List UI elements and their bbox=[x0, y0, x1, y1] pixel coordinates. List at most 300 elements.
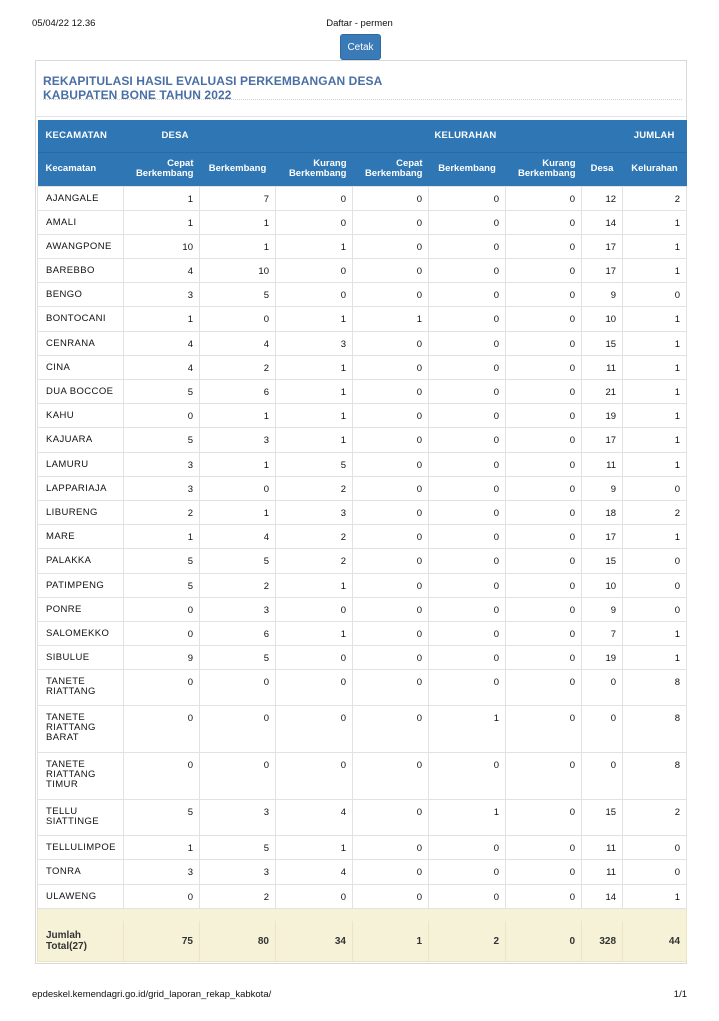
kel-kurang-cell: 0 bbox=[506, 500, 582, 524]
jumlah-desa-cell: 19 bbox=[582, 404, 623, 428]
total-value: 1 bbox=[353, 921, 429, 961]
kel-kurang-cell: 0 bbox=[506, 549, 582, 573]
desa-berkembang-cell: 5 bbox=[200, 549, 276, 573]
jumlah-desa-cell: 18 bbox=[582, 500, 623, 524]
desa-cepat-cell: 0 bbox=[124, 404, 200, 428]
kel-cepat-cell: 0 bbox=[353, 753, 429, 800]
jumlah-desa-cell: 0 bbox=[582, 706, 623, 753]
group-kelurahan: KELURAHAN bbox=[353, 120, 582, 152]
desa-kurang-cell: 2 bbox=[276, 476, 353, 500]
total-value: 2 bbox=[429, 921, 506, 961]
jumlah-kelurahan-cell: 1 bbox=[623, 404, 687, 428]
kecamatan-name-cell: LIBURENG bbox=[38, 500, 124, 524]
table-row bbox=[38, 380, 687, 404]
kel-kurang-cell: 0 bbox=[506, 380, 582, 404]
table-row bbox=[38, 234, 687, 258]
kecamatan-name-cell: AWANGPONE bbox=[38, 234, 124, 258]
desa-cepat-cell: 0 bbox=[124, 753, 200, 800]
desa-kurang-cell: 3 bbox=[276, 331, 353, 355]
kecamatan-name-cell: BONTOCANI bbox=[38, 307, 124, 331]
desa-berkembang-cell: 0 bbox=[200, 670, 276, 706]
desa-berkembang-cell: 5 bbox=[200, 646, 276, 670]
total-spacer-row bbox=[38, 908, 687, 921]
desa-cepat-cell: 10 bbox=[124, 234, 200, 258]
kel-kurang-cell: 0 bbox=[506, 234, 582, 258]
jumlah-desa-cell: 17 bbox=[582, 234, 623, 258]
print-title: Daftar - permen bbox=[326, 18, 393, 29]
jumlah-kelurahan-cell: 0 bbox=[623, 283, 687, 307]
kel-berkembang-cell: 0 bbox=[429, 452, 506, 476]
desa-kurang-cell: 0 bbox=[276, 186, 353, 210]
jumlah-kelurahan-cell: 2 bbox=[623, 800, 687, 836]
jumlah-kelurahan-cell: 1 bbox=[623, 355, 687, 379]
desa-kurang-cell: 1 bbox=[276, 428, 353, 452]
kel-cepat-cell: 0 bbox=[353, 860, 429, 884]
jumlah-kelurahan-cell: 1 bbox=[623, 259, 687, 283]
col-desa-kurang-berkembang[interactable]: Kurang Berkembang bbox=[276, 152, 353, 186]
desa-kurang-cell: 1 bbox=[276, 307, 353, 331]
desa-kurang-cell: 1 bbox=[276, 836, 353, 860]
table-row bbox=[38, 597, 687, 621]
col-desa-cepat-berkembang[interactable]: Cepat Berkembang bbox=[124, 152, 200, 186]
jumlah-kelurahan-cell: 1 bbox=[623, 380, 687, 404]
desa-cepat-cell: 9 bbox=[124, 646, 200, 670]
kel-berkembang-cell: 0 bbox=[429, 259, 506, 283]
total-value: 34 bbox=[276, 921, 353, 961]
kel-berkembang-cell: 0 bbox=[429, 884, 506, 908]
desa-berkembang-cell: 2 bbox=[200, 355, 276, 379]
desa-kurang-cell: 0 bbox=[276, 706, 353, 753]
table-row bbox=[38, 525, 687, 549]
table-row bbox=[38, 283, 687, 307]
desa-berkembang-cell: 5 bbox=[200, 836, 276, 860]
desa-kurang-cell: 1 bbox=[276, 380, 353, 404]
table-row bbox=[38, 753, 687, 800]
desa-berkembang-cell: 4 bbox=[200, 525, 276, 549]
desa-berkembang-cell: 1 bbox=[200, 500, 276, 524]
kel-berkembang-cell: 0 bbox=[429, 753, 506, 800]
desa-cepat-cell: 0 bbox=[124, 670, 200, 706]
jumlah-desa-cell: 17 bbox=[582, 259, 623, 283]
col-kel-cepat-berkembang[interactable]: Cepat Berkembang bbox=[353, 152, 429, 186]
desa-berkembang-cell: 6 bbox=[200, 621, 276, 645]
kel-kurang-cell: 0 bbox=[506, 452, 582, 476]
kel-cepat-cell: 0 bbox=[353, 380, 429, 404]
table-body bbox=[38, 186, 687, 908]
desa-kurang-cell: 0 bbox=[276, 753, 353, 800]
jumlah-kelurahan-cell: 1 bbox=[623, 884, 687, 908]
jumlah-desa-cell: 15 bbox=[582, 549, 623, 573]
desa-cepat-cell: 3 bbox=[124, 452, 200, 476]
jumlah-desa-cell: 10 bbox=[582, 307, 623, 331]
kel-berkembang-cell: 0 bbox=[429, 476, 506, 500]
desa-berkembang-cell: 1 bbox=[200, 452, 276, 476]
kel-cepat-cell: 0 bbox=[353, 706, 429, 753]
table-row bbox=[38, 884, 687, 908]
kel-berkembang-cell: 0 bbox=[429, 597, 506, 621]
total-label: Jumlah Total(27) bbox=[38, 921, 124, 961]
kel-berkembang-cell: 0 bbox=[429, 428, 506, 452]
kel-cepat-cell: 1 bbox=[353, 307, 429, 331]
table-row bbox=[38, 355, 687, 379]
kel-cepat-cell: 0 bbox=[353, 404, 429, 428]
desa-berkembang-cell: 5 bbox=[200, 283, 276, 307]
report-title-line2: KABUPATEN BONE TAHUN 2022 bbox=[43, 88, 232, 102]
jumlah-kelurahan-cell: 0 bbox=[623, 573, 687, 597]
jumlah-kelurahan-cell: 8 bbox=[623, 706, 687, 753]
desa-berkembang-cell: 3 bbox=[200, 800, 276, 836]
jumlah-kelurahan-cell: 1 bbox=[623, 331, 687, 355]
jumlah-desa-cell: 0 bbox=[582, 753, 623, 800]
desa-kurang-cell: 3 bbox=[276, 500, 353, 524]
kel-berkembang-cell: 0 bbox=[429, 331, 506, 355]
desa-berkembang-cell: 2 bbox=[200, 884, 276, 908]
desa-kurang-cell: 2 bbox=[276, 525, 353, 549]
jumlah-kelurahan-cell: 2 bbox=[623, 186, 687, 210]
table-row bbox=[38, 646, 687, 670]
desa-kurang-cell: 1 bbox=[276, 404, 353, 428]
kel-berkembang-cell: 0 bbox=[429, 549, 506, 573]
kecamatan-name-cell: AJANGALE bbox=[38, 186, 124, 210]
jumlah-kelurahan-cell: 2 bbox=[623, 500, 687, 524]
desa-cepat-cell: 1 bbox=[124, 210, 200, 234]
table-row bbox=[38, 307, 687, 331]
jumlah-kelurahan-cell: 8 bbox=[623, 670, 687, 706]
desa-cepat-cell: 0 bbox=[124, 884, 200, 908]
jumlah-kelurahan-cell: 0 bbox=[623, 476, 687, 500]
kecamatan-name-cell: ULAWENG bbox=[38, 884, 124, 908]
kecamatan-name-cell: CENRANA bbox=[38, 331, 124, 355]
table-row bbox=[38, 186, 687, 210]
jumlah-desa-cell: 11 bbox=[582, 452, 623, 476]
kecamatan-name-cell: KAHU bbox=[38, 404, 124, 428]
kecamatan-name-cell: TANETE RIATTANG TIMUR bbox=[38, 753, 124, 800]
total-value: 80 bbox=[200, 921, 276, 961]
total-value: 75 bbox=[124, 921, 200, 961]
kel-kurang-cell: 0 bbox=[506, 646, 582, 670]
desa-kurang-cell: 0 bbox=[276, 283, 353, 307]
group-jumlah: JUMLAH bbox=[582, 120, 687, 152]
kecamatan-name-cell: DUA BOCCOE bbox=[38, 380, 124, 404]
desa-berkembang-cell: 4 bbox=[200, 331, 276, 355]
kecamatan-name-cell: TELLULIMPOE bbox=[38, 836, 124, 860]
kel-cepat-cell: 0 bbox=[353, 573, 429, 597]
desa-cepat-cell: 5 bbox=[124, 800, 200, 836]
jumlah-desa-cell: 21 bbox=[582, 380, 623, 404]
kel-kurang-cell: 0 bbox=[506, 307, 582, 331]
jumlah-kelurahan-cell: 0 bbox=[623, 860, 687, 884]
jumlah-kelurahan-cell: 0 bbox=[623, 549, 687, 573]
jumlah-desa-cell: 17 bbox=[582, 525, 623, 549]
desa-berkembang-cell: 3 bbox=[200, 428, 276, 452]
desa-berkembang-cell: 6 bbox=[200, 380, 276, 404]
desa-kurang-cell: 4 bbox=[276, 800, 353, 836]
print-url: epdeskel.kemendagri.go.id/grid_laporan_rekap_kabkota/ bbox=[32, 989, 272, 1000]
kel-berkembang-cell: 0 bbox=[429, 670, 506, 706]
kel-cepat-cell: 0 bbox=[353, 452, 429, 476]
kecamatan-name-cell: TANETE RIATTANG BARAT bbox=[38, 706, 124, 753]
kecamatan-name-cell: AMALI bbox=[38, 210, 124, 234]
jumlah-desa-cell: 14 bbox=[582, 210, 623, 234]
desa-berkembang-cell: 3 bbox=[200, 860, 276, 884]
desa-cepat-cell: 2 bbox=[124, 500, 200, 524]
kecamatan-name-cell: SALOMEKKO bbox=[38, 621, 124, 645]
desa-berkembang-cell: 0 bbox=[200, 307, 276, 331]
print-date: 05/04/22 12.36 bbox=[32, 18, 96, 29]
jumlah-desa-cell: 12 bbox=[582, 186, 623, 210]
desa-cepat-cell: 1 bbox=[124, 186, 200, 210]
kel-cepat-cell: 0 bbox=[353, 836, 429, 860]
desa-cepat-cell: 4 bbox=[124, 259, 200, 283]
desa-berkembang-cell: 1 bbox=[200, 234, 276, 258]
kel-kurang-cell: 0 bbox=[506, 259, 582, 283]
group-header-row bbox=[38, 120, 687, 152]
kel-cepat-cell: 0 bbox=[353, 259, 429, 283]
kel-berkembang-cell: 0 bbox=[429, 525, 506, 549]
total-value: 0 bbox=[506, 921, 582, 961]
kel-kurang-cell: 0 bbox=[506, 525, 582, 549]
kel-cepat-cell: 0 bbox=[353, 355, 429, 379]
kecamatan-name-cell: LAMURU bbox=[38, 452, 124, 476]
jumlah-desa-cell: 11 bbox=[582, 836, 623, 860]
panel-header bbox=[36, 61, 686, 117]
desa-cepat-cell: 0 bbox=[124, 597, 200, 621]
desa-kurang-cell: 0 bbox=[276, 884, 353, 908]
kel-berkembang-cell: 0 bbox=[429, 186, 506, 210]
kecamatan-name-cell: KAJUARA bbox=[38, 428, 124, 452]
kel-kurang-cell: 0 bbox=[506, 355, 582, 379]
kel-berkembang-cell: 0 bbox=[429, 283, 506, 307]
table-row bbox=[38, 836, 687, 860]
jumlah-desa-cell: 9 bbox=[582, 476, 623, 500]
kecamatan-name-cell: TONRA bbox=[38, 860, 124, 884]
jumlah-desa-cell: 15 bbox=[582, 800, 623, 836]
kel-cepat-cell: 0 bbox=[353, 500, 429, 524]
kel-berkembang-cell: 0 bbox=[429, 355, 506, 379]
jumlah-desa-cell: 0 bbox=[582, 670, 623, 706]
jumlah-kelurahan-cell: 1 bbox=[623, 525, 687, 549]
desa-berkembang-cell: 2 bbox=[200, 573, 276, 597]
desa-cepat-cell: 3 bbox=[124, 860, 200, 884]
jumlah-desa-cell: 11 bbox=[582, 355, 623, 379]
kecamatan-name-cell: BAREBBO bbox=[38, 259, 124, 283]
desa-cepat-cell: 3 bbox=[124, 476, 200, 500]
kel-cepat-cell: 0 bbox=[353, 210, 429, 234]
kel-kurang-cell: 0 bbox=[506, 800, 582, 836]
group-desa: DESA bbox=[124, 120, 353, 152]
jumlah-kelurahan-cell: 1 bbox=[623, 621, 687, 645]
kel-kurang-cell: 0 bbox=[506, 884, 582, 908]
col-desa-berkembang[interactable]: Berkembang bbox=[200, 152, 276, 186]
kel-kurang-cell: 0 bbox=[506, 476, 582, 500]
kecamatan-name-cell: LAPPARIAJA bbox=[38, 476, 124, 500]
table-row bbox=[38, 476, 687, 500]
desa-cepat-cell: 0 bbox=[124, 706, 200, 753]
total-value: 328 bbox=[582, 921, 623, 961]
kel-kurang-cell: 0 bbox=[506, 404, 582, 428]
kel-cepat-cell: 0 bbox=[353, 621, 429, 645]
jumlah-kelurahan-cell: 1 bbox=[623, 428, 687, 452]
desa-kurang-cell: 4 bbox=[276, 860, 353, 884]
kel-kurang-cell: 0 bbox=[506, 621, 582, 645]
desa-cepat-cell: 4 bbox=[124, 355, 200, 379]
table-row bbox=[38, 259, 687, 283]
jumlah-desa-cell: 9 bbox=[582, 597, 623, 621]
table-row bbox=[38, 428, 687, 452]
col-kel-kurang-berkembang[interactable]: Kurang Berkembang bbox=[506, 152, 582, 186]
desa-berkembang-cell: 10 bbox=[200, 259, 276, 283]
jumlah-kelurahan-cell: 1 bbox=[623, 307, 687, 331]
kel-kurang-cell: 0 bbox=[506, 283, 582, 307]
kel-berkembang-cell: 0 bbox=[429, 404, 506, 428]
desa-cepat-cell: 1 bbox=[124, 307, 200, 331]
desa-kurang-cell: 1 bbox=[276, 234, 353, 258]
kel-kurang-cell: 0 bbox=[506, 428, 582, 452]
kel-berkembang-cell: 0 bbox=[429, 307, 506, 331]
cetak-button[interactable]: Cetak bbox=[340, 34, 381, 60]
col-jumlah-kelurahan[interactable]: Kelurahan bbox=[623, 152, 687, 186]
kel-kurang-cell: 0 bbox=[506, 573, 582, 597]
kel-cepat-cell: 0 bbox=[353, 476, 429, 500]
col-jumlah-desa[interactable]: Desa bbox=[582, 152, 623, 186]
desa-cepat-cell: 5 bbox=[124, 428, 200, 452]
desa-berkembang-cell: 0 bbox=[200, 753, 276, 800]
kel-kurang-cell: 0 bbox=[506, 670, 582, 706]
jumlah-desa-cell: 11 bbox=[582, 860, 623, 884]
kecamatan-name-cell: MARE bbox=[38, 525, 124, 549]
kel-kurang-cell: 0 bbox=[506, 706, 582, 753]
kel-cepat-cell: 0 bbox=[353, 331, 429, 355]
kel-cepat-cell: 0 bbox=[353, 800, 429, 836]
kel-kurang-cell: 0 bbox=[506, 597, 582, 621]
desa-kurang-cell: 5 bbox=[276, 452, 353, 476]
desa-berkembang-cell: 7 bbox=[200, 186, 276, 210]
table-row bbox=[38, 800, 687, 836]
print-header bbox=[32, 18, 687, 30]
desa-berkembang-cell: 3 bbox=[200, 597, 276, 621]
kecamatan-name-cell: PATIMPENG bbox=[38, 573, 124, 597]
kel-berkembang-cell: 0 bbox=[429, 860, 506, 884]
kecamatan-name-cell: SIBULUE bbox=[38, 646, 124, 670]
kel-berkembang-cell: 0 bbox=[429, 646, 506, 670]
page-number: 1/1 bbox=[673, 989, 687, 1000]
column-header-row bbox=[38, 152, 687, 186]
kecamatan-name-cell: TELLU SIATTINGE bbox=[38, 800, 124, 836]
col-kel-berkembang[interactable]: Berkembang bbox=[429, 152, 506, 186]
kel-berkembang-cell: 0 bbox=[429, 210, 506, 234]
table-row bbox=[38, 331, 687, 355]
jumlah-kelurahan-cell: 1 bbox=[623, 210, 687, 234]
desa-kurang-cell: 1 bbox=[276, 355, 353, 379]
kel-cepat-cell: 0 bbox=[353, 597, 429, 621]
jumlah-desa-cell: 17 bbox=[582, 428, 623, 452]
kecamatan-name-cell: PALAKKA bbox=[38, 549, 124, 573]
report-panel bbox=[35, 60, 687, 964]
jumlah-desa-cell: 15 bbox=[582, 331, 623, 355]
kel-kurang-cell: 0 bbox=[506, 331, 582, 355]
desa-kurang-cell: 1 bbox=[276, 573, 353, 597]
kel-berkembang-cell: 1 bbox=[429, 800, 506, 836]
kel-berkembang-cell: 0 bbox=[429, 573, 506, 597]
kecamatan-name-cell: TANETE RIATTANG bbox=[38, 670, 124, 706]
desa-cepat-cell: 3 bbox=[124, 283, 200, 307]
desa-cepat-cell: 0 bbox=[124, 621, 200, 645]
kel-kurang-cell: 0 bbox=[506, 210, 582, 234]
total-row bbox=[38, 921, 687, 961]
kel-cepat-cell: 0 bbox=[353, 186, 429, 210]
desa-berkembang-cell: 1 bbox=[200, 404, 276, 428]
kecamatan-name-cell: PONRE bbox=[38, 597, 124, 621]
kecamatan-name-cell: CINA bbox=[38, 355, 124, 379]
kel-berkembang-cell: 1 bbox=[429, 706, 506, 753]
jumlah-desa-cell: 14 bbox=[582, 884, 623, 908]
table-row bbox=[38, 210, 687, 234]
desa-kurang-cell: 0 bbox=[276, 646, 353, 670]
table-row bbox=[38, 404, 687, 428]
kel-berkembang-cell: 0 bbox=[429, 380, 506, 404]
kel-cepat-cell: 0 bbox=[353, 884, 429, 908]
jumlah-desa-cell: 10 bbox=[582, 573, 623, 597]
kel-berkembang-cell: 0 bbox=[429, 836, 506, 860]
table-row bbox=[38, 621, 687, 645]
jumlah-kelurahan-cell: 1 bbox=[623, 452, 687, 476]
desa-kurang-cell: 0 bbox=[276, 670, 353, 706]
table-row bbox=[38, 549, 687, 573]
kel-cepat-cell: 0 bbox=[353, 283, 429, 307]
table-row bbox=[38, 500, 687, 524]
title-divider bbox=[43, 99, 682, 100]
kel-kurang-cell: 0 bbox=[506, 860, 582, 884]
desa-cepat-cell: 1 bbox=[124, 836, 200, 860]
desa-berkembang-cell: 0 bbox=[200, 476, 276, 500]
jumlah-kelurahan-cell: 0 bbox=[623, 597, 687, 621]
kel-kurang-cell: 0 bbox=[506, 836, 582, 860]
desa-cepat-cell: 5 bbox=[124, 549, 200, 573]
desa-berkembang-cell: 0 bbox=[200, 706, 276, 753]
kel-cepat-cell: 0 bbox=[353, 234, 429, 258]
kel-cepat-cell: 0 bbox=[353, 525, 429, 549]
jumlah-desa-cell: 7 bbox=[582, 621, 623, 645]
jumlah-kelurahan-cell: 1 bbox=[623, 646, 687, 670]
table-row bbox=[38, 452, 687, 476]
kel-kurang-cell: 0 bbox=[506, 186, 582, 210]
kel-cepat-cell: 0 bbox=[353, 646, 429, 670]
kel-cepat-cell: 0 bbox=[353, 428, 429, 452]
table-row bbox=[38, 670, 687, 706]
kecamatan-name-cell: BENGO bbox=[38, 283, 124, 307]
desa-cepat-cell: 5 bbox=[124, 380, 200, 404]
kel-berkembang-cell: 0 bbox=[429, 500, 506, 524]
desa-kurang-cell: 0 bbox=[276, 210, 353, 234]
kel-cepat-cell: 0 bbox=[353, 549, 429, 573]
jumlah-kelurahan-cell: 8 bbox=[623, 753, 687, 800]
desa-kurang-cell: 1 bbox=[276, 621, 353, 645]
desa-cepat-cell: 1 bbox=[124, 525, 200, 549]
table-row bbox=[38, 706, 687, 753]
jumlah-desa-cell: 9 bbox=[582, 283, 623, 307]
recap-table bbox=[37, 120, 687, 962]
col-kecamatan[interactable]: Kecamatan bbox=[38, 152, 124, 186]
desa-kurang-cell: 0 bbox=[276, 597, 353, 621]
jumlah-desa-cell: 19 bbox=[582, 646, 623, 670]
desa-cepat-cell: 4 bbox=[124, 331, 200, 355]
group-kecamatan: KECAMATAN bbox=[38, 120, 124, 152]
table-row bbox=[38, 860, 687, 884]
total-value: 44 bbox=[623, 921, 687, 961]
jumlah-kelurahan-cell: 0 bbox=[623, 836, 687, 860]
report-title-line1: REKAPITULASI HASIL EVALUASI PERKEMBANGAN DESA bbox=[43, 74, 383, 88]
kel-berkembang-cell: 0 bbox=[429, 621, 506, 645]
